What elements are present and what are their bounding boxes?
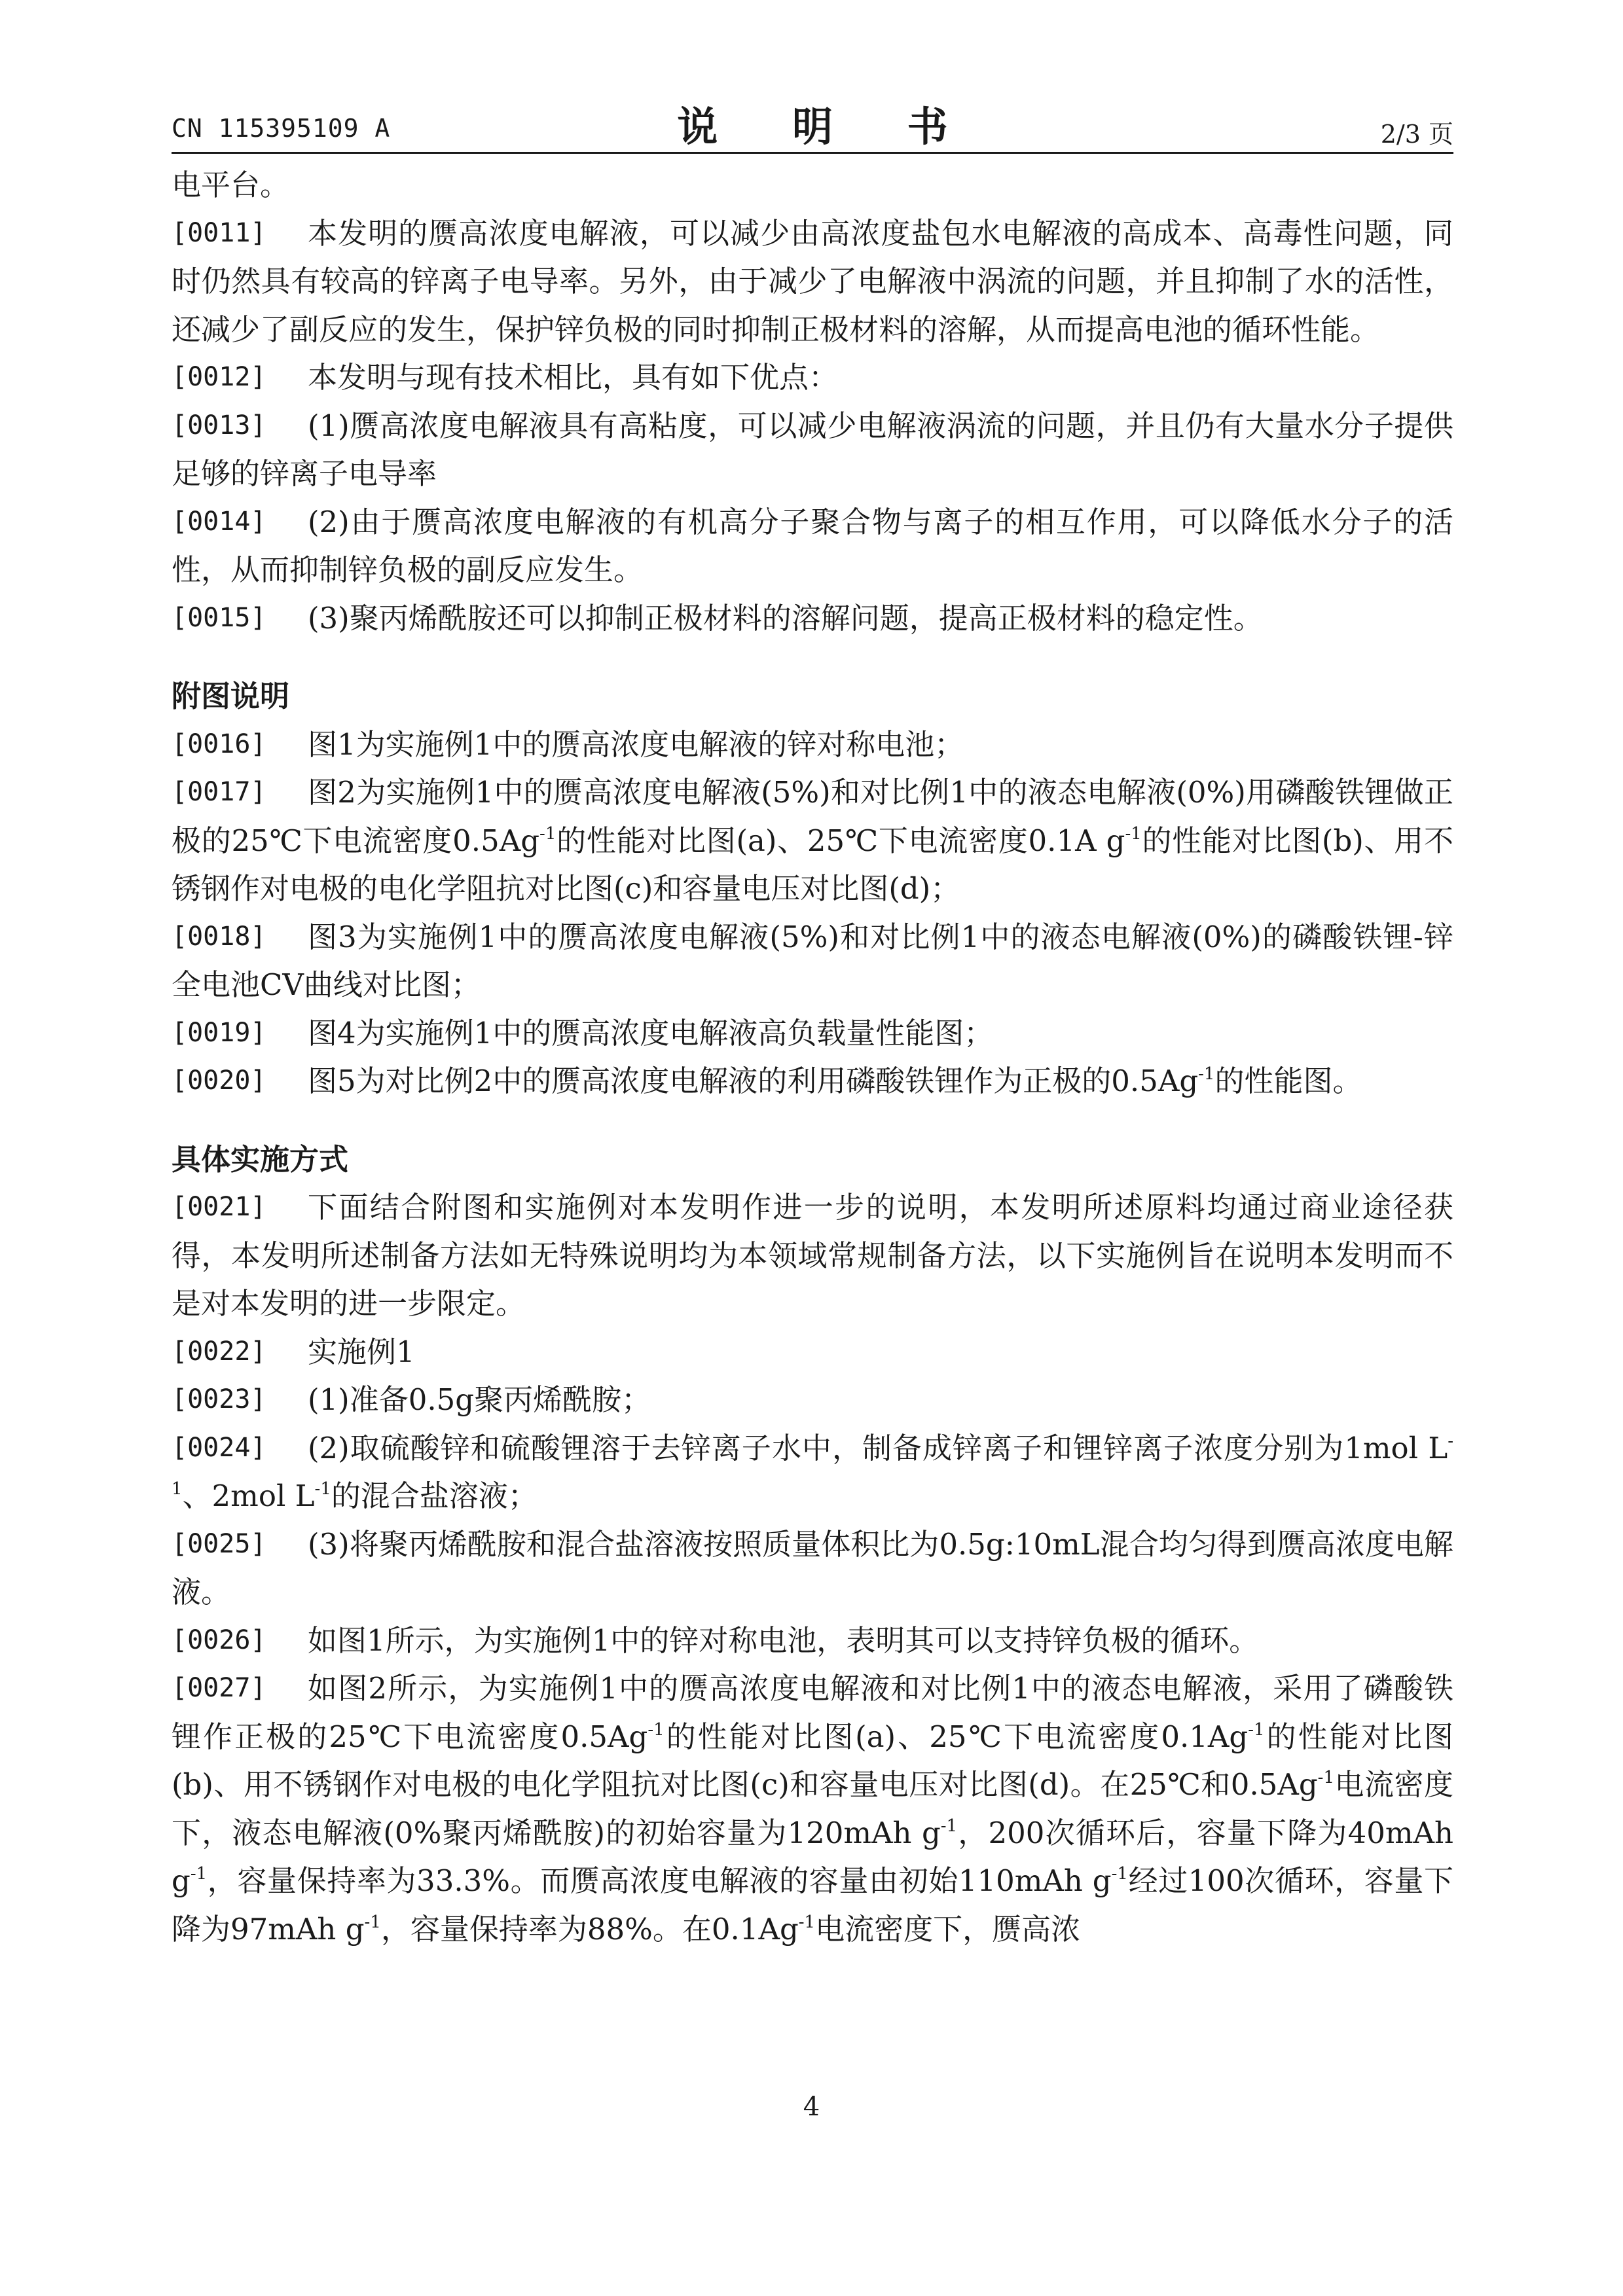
paragraph-continuation [172,161,1453,209]
paragraph-0013 [172,402,1453,498]
paragraph-number: [0021] [172,1192,266,1222]
paragraph-number: [0011] [172,217,266,248]
text-run: 图5为对比例2中的赝高浓度电解液的利用磷酸铁锂作为正极的0.5Ag [308,1064,1199,1098]
paragraph-0019 [172,1009,1453,1058]
paragraph-number: [0026] [172,1624,266,1655]
paragraph-0016 [172,721,1453,769]
paragraph-number: [0019] [172,1017,266,1048]
paragraph-0026 [172,1617,1453,1665]
page-number: 4 [803,2092,820,2122]
patent-number: CN 115395109 A [172,114,391,143]
paragraph-0021 [172,1183,1453,1328]
paragraph-text: (3)聚丙烯酰胺还可以抑制正极材料的溶解问题，提高正极材料的稳定性。 [308,600,1263,636]
superscript: -1 [1125,823,1142,844]
paragraph-number: [0023] [172,1384,266,1414]
paragraph-text [172,1057,1453,1105]
paragraph-text: (1)赝高浓度电解液具有高粘度，可以减少电解液涡流的问题，并且仍有大量水分子提供足够的锌离子电导率 [172,408,1453,491]
paragraph-number: [0015] [172,602,266,633]
superscript: -1 [1248,1719,1265,1740]
paragraph-number: [0027] [172,1673,266,1703]
text-run: 图2为实施例1中的赝高浓度电解液(5%)和对比例1中的液态电解液(0%)用磷酸铁锂做正极的25℃下电流密度0.5Ag [172,775,1453,858]
paragraph-0017 [172,768,1453,913]
superscript: -1 [314,1479,331,1499]
paragraph-number: [0016] [172,728,266,759]
section-heading-figures: 附图说明 [172,679,290,713]
text-run: 的性能对比图(a)、25℃下电流密度0.1A g [556,823,1125,858]
paragraph-0014 [172,498,1453,594]
superscript: -1 [190,1864,208,1884]
text-run: 的性能图。 [1214,1064,1362,1098]
paragraph-0020 [172,1057,1453,1105]
paragraph-0018 [172,913,1453,1009]
paragraph-text: (3)将聚丙烯酰胺和混合盐溶液按照质量体积比为0.5g:10mL混合均匀得到赝高浓度电解液。 [172,1526,1453,1609]
paragraph-0027 [172,1664,1453,1953]
document-body [172,161,1453,1953]
paragraph-0022 [172,1328,1453,1376]
text-run: 如图2所示，为实施例1中的赝高浓度电解液和对比例1中的液态电解液，采用了磷酸铁锂作正极的25℃下电流密度0.5Ag [172,1671,1453,1754]
text-run: ，容量保持率为33.3%。而赝高浓度电解液的容量由初始110mAh g [207,1863,1112,1898]
superscript: -1 [1317,1768,1334,1787]
superscript: -1 [364,1912,381,1932]
header-rule [172,152,1453,154]
paragraph-number: [0017] [172,777,266,807]
text-run: 经过100次循环，容量下降为97mAh g [172,1863,1453,1946]
paragraph-text: (2)由于赝高浓度电解液的有机高分子聚合物与离子的相互作用，可以降低水分子的活性，从而抑制锌负极的副反应发生。 [172,504,1453,587]
paragraph-text [172,1664,1453,1953]
paragraph-number: [0024] [172,1432,266,1463]
text-run: (2)取硫酸锌和硫酸锂溶于去锌离子水中，制备成锌离子和锂锌离子浓度分别为1mol L [308,1430,1448,1465]
paragraph-number: [0014] [172,506,266,537]
paragraph-0015 [172,594,1453,643]
paragraph-number: [0025] [172,1528,266,1559]
text-run: 电流密度下，赝高浓 [815,1911,1081,1946]
paragraph-text [172,1424,1453,1520]
paragraph-0023 [172,1376,1453,1424]
paragraph-text: 本发明与现有技术相比，具有如下优点： [308,360,839,395]
text-run: 电流密度下，液态电解液(0%聚丙烯酰胺)的初始容量为120mAh g [172,1767,1453,1850]
paragraph-number: [0020] [172,1066,266,1096]
page-header [172,92,1453,151]
text-run: 的性能对比图(b)、用不锈钢作对电极的电化学阻抗对比图(c)和容量电压对比图(d)； [172,823,1453,906]
paragraph-0012 [172,353,1453,402]
section-heading-embodiments: 具体实施方式 [172,1141,349,1177]
paragraph-text: 图3为实施例1中的赝高浓度电解液(5%)和对比例1中的液态电解液(0%)的磷酸铁锂-锌全电池CV曲线对比图； [172,919,1453,1002]
paragraph-number: [0018] [172,921,266,952]
paragraph-0011 [172,209,1453,354]
paragraph-text: 下面结合附图和实施例对本发明作进一步的说明，本发明所述原料均通过商业途径获得，本发明所述制备方法如无特殊说明均为本领域常规制备方法，以下实施例旨在说明本发明而不是对本发明的进一步限定。 [172,1190,1453,1321]
paragraph-text: 图1为实施例1中的赝高浓度电解液的锌对称电池； [308,726,964,762]
superscript: -1 [1198,1064,1215,1084]
superscript: -1 [172,1431,1453,1499]
paragraph-number: [0012] [172,362,266,392]
superscript: -1 [539,823,556,844]
paragraph-0025 [172,1520,1453,1617]
paragraph-text: (1)准备0.5g聚丙烯酰胺； [308,1382,651,1417]
paragraph-0024 [172,1424,1453,1520]
paragraph-text: 本发明的赝高浓度电解液，可以减少由高浓度盐包水电解液的高成本、高毒性问题，同时仍然具有较高的锌离子电导率。另外，由于减少了电解液中涡流的问题，并且抑制了水的活性，还减少了副反应的发生，保护锌负极的同时抑制正极材料的溶解，从而提高电池的循环性能。 [172,215,1453,347]
superscript: -1 [647,1719,665,1740]
superscript: -1 [940,1816,958,1836]
paragraph-number: [0013] [172,410,266,440]
text-run: ，容量保持率为88%。在0.1Ag [380,1911,799,1946]
paragraph-text: 如图1所示，为实施例1中的锌对称电池，表明其可以支持锌负极的循环。 [308,1623,1259,1658]
superscript: -1 [1111,1864,1128,1884]
document-title: 说 明 书 [677,103,978,151]
paragraph-text [172,768,1453,913]
page-indicator: 2/3 页 [1380,120,1453,149]
text-run: 的混合盐溶液； [331,1479,538,1513]
text-run: ，200次循环后，容量下降为40mAh g [172,1815,1453,1898]
paragraph-text: 电平台。 [172,168,290,202]
paragraph-text: 实施例1 [308,1334,415,1369]
text-run: 的性能对比图(a)、25℃下电流密度0.1Ag [664,1719,1249,1754]
text-run: 、2mol L [182,1479,315,1513]
text-run: 的性能对比图(b)、用不锈钢作对电极的电化学阻抗对比图(c)和容量电压对比图(d)。在25℃和0.5Ag [172,1719,1453,1802]
superscript: -1 [798,1912,816,1932]
paragraph-number: [0022] [172,1336,266,1367]
paragraph-text: 图4为实施例1中的赝高浓度电解液高负载量性能图； [308,1015,994,1050]
